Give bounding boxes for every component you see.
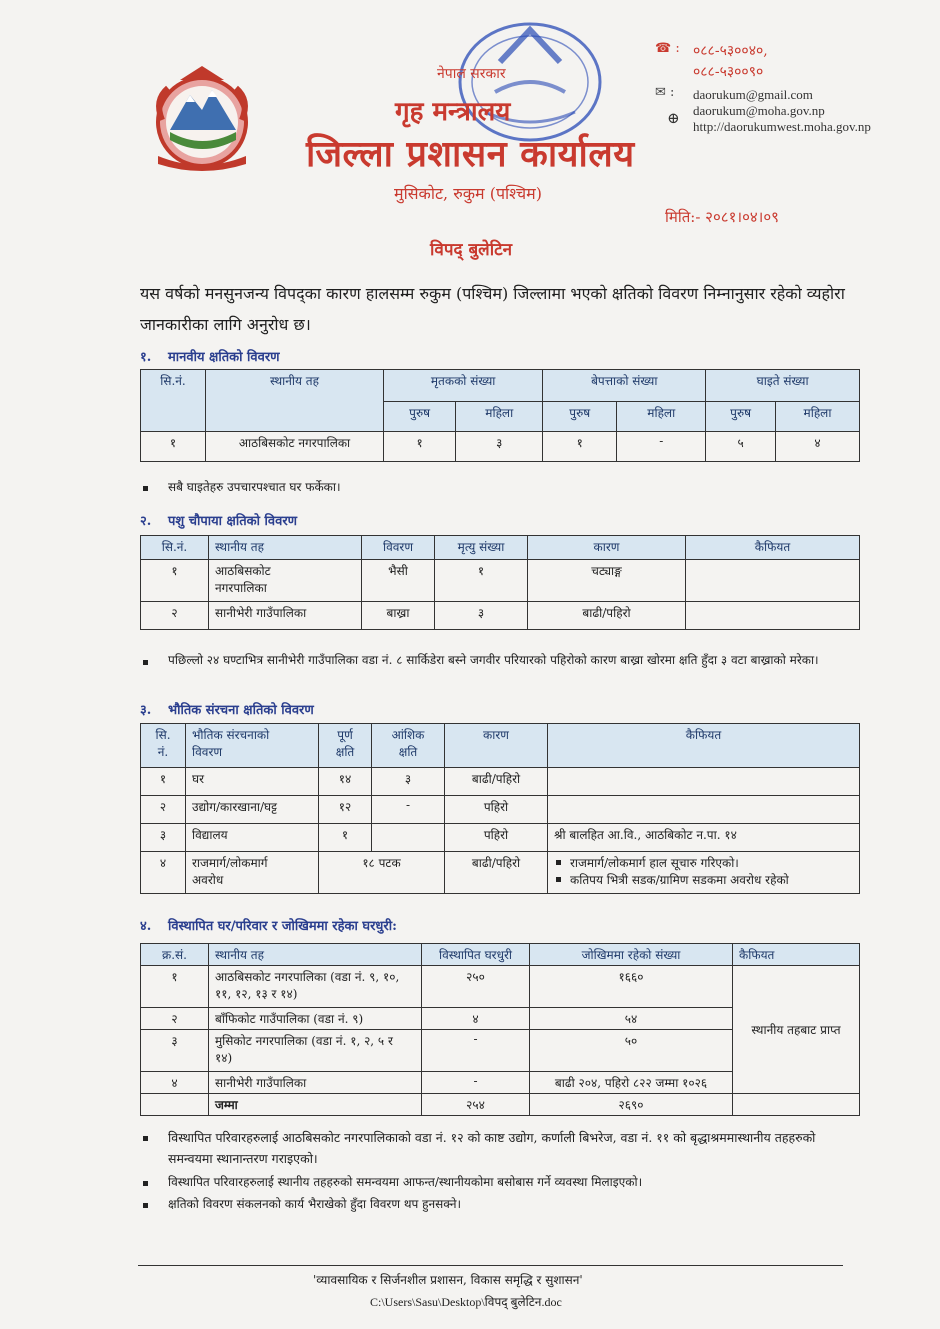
office-name: जिल्ला प्रशासन कार्यालय — [306, 133, 635, 175]
bullet-icon — [143, 1203, 148, 1208]
bullet-icon — [556, 877, 561, 882]
end-note-3: क्षतिको विवरण संकलनको कार्य भैराखेको हुँदा विवरण थप हुनसक्ने। — [168, 1197, 462, 1211]
end-note-2: विस्थापित परिवारहरुलाई स्थानीय तहहरुको समन्वयमा आफन्त/स्थानीयकोमा बसोबास गर्ने व्यवस्था मिलाइएको। — [168, 1175, 643, 1189]
email-icon: ✉ : — [655, 85, 675, 100]
nepal-emblem-icon — [150, 60, 255, 175]
issue-date: मिति:- २०८१।०४।०९ — [665, 208, 779, 226]
table-row: १ आठबिसकोट नगरपालिका १ ३ १ - ५ ४ — [141, 432, 860, 462]
displacement-table: क्र.सं. स्थानीय तह विस्थापित घरधुरी जोखिममा रहेको संख्या कैफियत १ आठबिसकोट नगरपालिका (वडा नं. ९, १०, ११, १२, १३ र १४) २५० १६६० स्थानीय तहबाट प्राप्त २ बाँफिकोट गाउँपालिका (वडा नं. ९) ४ ५४ ३ मुसिकोट नगरपालिका (वडा नं. १, २, ५ र १४) - ५० ४ सानीभेरी गाउँपालिका - बाढी २०४, पहिरो ८२२ जम्मा १०२६ जम्मा २५४ २६९० — [140, 943, 860, 1116]
table-row: २ बाँफिकोट गाउँपालिका (वडा नं. ९) ४ ५४ — [141, 1008, 860, 1030]
table-row: १ घर १४ ३ बाढी/पहिरो — [141, 768, 860, 796]
table-row: २ सानीभेरी गाउँपालिका बाख्रा ३ बाढी/पहिरो — [141, 602, 860, 630]
website-link[interactable]: http://daorukumwest.moha.gov.np — [693, 119, 871, 134]
government-label: नेपाल सरकार — [437, 66, 506, 82]
table-row: ३ मुसिकोट नगरपालिका (वडा नं. १, २, ५ र १४) - ५० — [141, 1030, 860, 1072]
section-4-heading: ४. विस्थापित घर/परिवार र जोखिममा रहेका घरधुरी: — [140, 919, 397, 934]
footer-divider — [138, 1265, 843, 1266]
bullet-icon — [143, 1181, 148, 1186]
footer-motto: 'व्यावसायिक र सिर्जनशील प्रशासन, विकास समृद्धि र सुशासन' — [313, 1273, 583, 1287]
infrastructure-loss-table: सि. नं. भौतिक संरचनाको विवरण पूर्ण क्षति आंशिक क्षति कारण कैफियत १ घर १४ ३ बाढी/पहिरो २ उद्योग/कारखाना/घट्ट १२ - पहिरो ३ विद्यालय १ पहिरो श्री बालहित आ.वि., आठबिकोट न.पा. १४ ४ राजमार्ग/लोकमार्ग अवरोध १८ पटक बाढी/पहिरो राजमार्ग/लोकमार्ग हाल सूचारु गरिएको। कतिपय भित्री सडक/ग्रामिण सडकमा अवरोध रहेको — [140, 723, 860, 894]
bullet-icon — [143, 660, 148, 665]
bullet-icon — [143, 486, 148, 491]
table-row: ३ विद्यालय १ पहिरो श्री बालहित आ.वि., आठबिकोट न.पा. १४ — [141, 824, 860, 852]
human-loss-table: सि.नं. स्थानीय तह मृतकको संख्या बेपत्ताको संख्या घाइते संख्या पुरुष महिला पुरुष महिला पुरुष महिला १ आठबिसकोट नगरपालिका १ ३ १ - ५ ४ — [140, 369, 860, 462]
section-2-heading: २. पशु चौपाया क्षतिको विवरण — [140, 514, 298, 529]
table-row: २ उद्योग/कारखाना/घट्ट १२ - पहिरो — [141, 796, 860, 824]
table-row: १ आठबिसकोट नगरपालिका भैसी १ चट्याङ्ग — [141, 560, 860, 602]
table-row: ४ सानीभेरी गाउँपालिका - बाढी २०४, पहिरो ८२२ जम्मा १०२६ — [141, 1072, 860, 1094]
bulletin-title: विपद् बुलेटिन — [430, 240, 513, 260]
phone-2: ०८८-५३००९० — [693, 64, 764, 80]
section-2-note: पछिल्लो २४ घण्टाभित्र सानीभेरी गाउँपालिका वडा नं. ८ सार्किडेरा बस्ने जगवीर परियारको पहिरोको कारण बाख्रा खोरमा क्षति हुँदा ३ वटा बाख्राको मरेका। — [168, 653, 819, 667]
section-1-heading: १. मानवीय क्षतिको विवरण — [140, 350, 280, 365]
office-address: मुसिकोट, रुकुम (पश्चिम) — [394, 184, 542, 203]
file-path: C:\Users\Sasu\Desktop\विपद् बुलेटिन.doc — [370, 1295, 562, 1309]
phone-1: ०८८-५३००४०, — [693, 43, 768, 59]
email-2[interactable]: daorukum@moha.gov.np — [693, 103, 825, 118]
phone-icon: ☎ : — [655, 41, 680, 56]
email-1[interactable]: daorukum@gmail.com — [693, 87, 813, 102]
globe-icon: ⊕ — [667, 109, 680, 127]
table-total-row: जम्मा २५४ २६९० — [141, 1094, 860, 1116]
bullet-icon — [143, 1136, 148, 1141]
table-row: १ आठबिसकोट नगरपालिका (वडा नं. ९, १०, ११, १२, १३ र १४) २५० १६६० स्थानीय तहबाट प्राप्त — [141, 966, 860, 1008]
ministry-name: गृह मन्त्रालय — [395, 97, 511, 127]
livestock-loss-table: सि.नं. स्थानीय तह विवरण मृत्यु संख्या कारण कैफियत १ आठबिसकोट नगरपालिका भैसी १ चट्याङ्ग २ सानीभेरी गाउँपालिका बाख्रा ३ बाढी/पहिरो — [140, 535, 860, 630]
end-note-1: विस्थापित परिवारहरुलाई आठबिसकोट नगरपालिकाको वडा नं. १२ को काष्ट उद्योग, कर्णाली बिभरेज, वडा नं. ११ को बृद्धाश्रममास्थानीय तहहरुको समन्वयमा स्थानान्तरण गराइएको। — [168, 1130, 816, 1166]
remarks-cell: स्थानीय तहबाट प्राप्त — [733, 966, 860, 1094]
section-3-heading: ३. भौतिक संरचना क्षतिको विवरण — [140, 703, 314, 718]
bullet-icon — [556, 860, 561, 865]
table-row: ४ राजमार्ग/लोकमार्ग अवरोध १८ पटक बाढी/पहिरो राजमार्ग/लोकमार्ग हाल सूचारु गरिएको। कतिपय भित्री सडक/ग्रामिण सडकमा अवरोध रहेको — [141, 852, 860, 894]
intro-paragraph: यस वर्षको मनसुनजन्य विपद्का कारण हालसम्म रुकुम (पश्चिम) जिल्लामा भएको क्षतिको विवरण निम्नानुसार रहेको व्यहोरा जानकारीका लागि अनुरोध छ। — [140, 284, 845, 334]
section-1-note: सबै घाइतेहरु उपचारपश्चात घर फर्केका। — [168, 480, 341, 494]
